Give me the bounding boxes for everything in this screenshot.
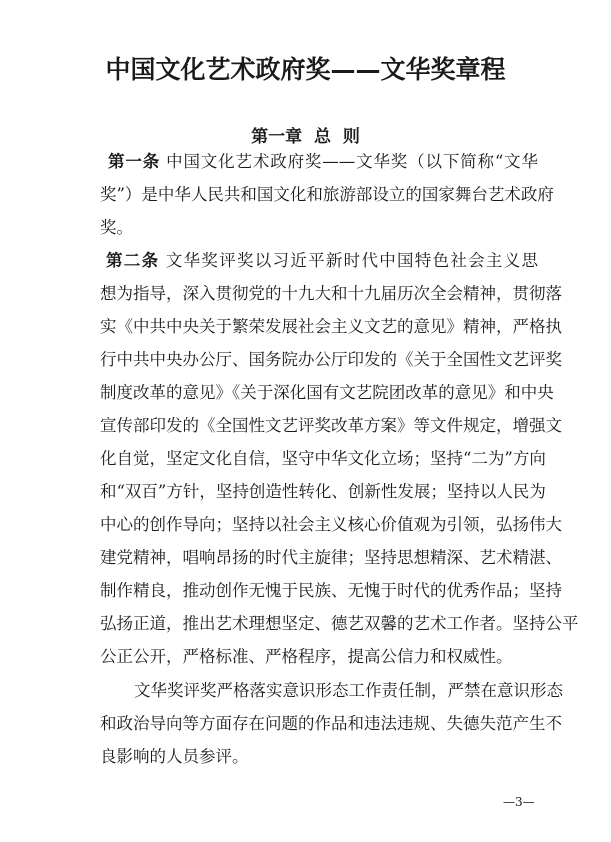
paragraph-3-line-1: 文华奖评奖严格落实意识形态工作责任制，严禁在意识形态 bbox=[134, 681, 563, 700]
document-title: 中国文化艺术政府奖——文华奖章程 bbox=[105, 55, 506, 84]
article-1-line-3: 奖。 bbox=[100, 218, 133, 237]
article-2-line-2: 想为指导，深入贯彻党的十九大和十九届历次全会精神，贯彻落 bbox=[100, 284, 562, 303]
article-2-line-11: 制作精良，推动创作无愧于民族、无愧于时代的优秀作品；坚持 bbox=[100, 581, 562, 600]
paragraph-3-line-3: 良影响的人员参评。 bbox=[100, 747, 249, 766]
article-1-line-2: 奖”）是中华人民共和国文化和旅游部设立的国家舞台艺术政府 bbox=[100, 185, 554, 204]
article-2-line-10: 建党精神，唱响昂扬的时代主旋律；坚持思想精深、艺术精湛、 bbox=[100, 548, 562, 567]
page-number: —3— bbox=[503, 795, 535, 809]
article-2-line-4: 行中共中央办公厅、国务院办公厅印发的《关于全国性文艺评奖 bbox=[100, 350, 562, 369]
article-1-text-1: 中国文化艺术政府奖——文华奖（以下简称“文华 bbox=[160, 152, 539, 171]
paragraph-3-line-2: 和政治导向等方面存在问题的作品和违法违规、失德失范产生不 bbox=[100, 714, 562, 733]
article-2-line-5: 制度改革的意见》《关于深化国有文艺院团改革的意见》和中央 bbox=[100, 383, 554, 402]
article-2-line-1 bbox=[106, 251, 538, 271]
article-2-line-9: 中心的创作导向；坚持以社会主义核心价值观为引领，弘扬伟大 bbox=[100, 515, 562, 534]
article-1-label: 第一条 bbox=[108, 152, 161, 171]
article-2-label: 第二条 bbox=[106, 251, 160, 270]
article-2-text-1: 文华奖评奖以习近平新时代中国特色社会主义思 bbox=[159, 251, 538, 270]
article-2-line-8: 和“双百”方针，坚持创造性转化、创新性发展；坚持以人民为 bbox=[100, 482, 546, 501]
article-2-line-6: 宣传部印发的《全国性文艺评奖改革方案》等文件规定，增强文 bbox=[100, 416, 562, 435]
article-1-line-1 bbox=[108, 152, 538, 172]
chapter-title: 第一章 总 则 bbox=[251, 127, 360, 147]
article-2-line-3: 实《中共中央关于繁荣发展社会主义文艺的意见》精神，严格执 bbox=[100, 317, 562, 336]
article-2-line-13: 公正公开，严格标准、严格程序，提高公信力和权威性。 bbox=[100, 647, 513, 666]
article-2-line-7: 化自觉，坚定文化自信，坚守中华文化立场；坚持“二为”方向 bbox=[100, 449, 546, 468]
article-2-line-12: 弘扬正道，推出艺术理想坚定、德艺双馨的艺术工作者。坚持公平 bbox=[100, 614, 579, 633]
